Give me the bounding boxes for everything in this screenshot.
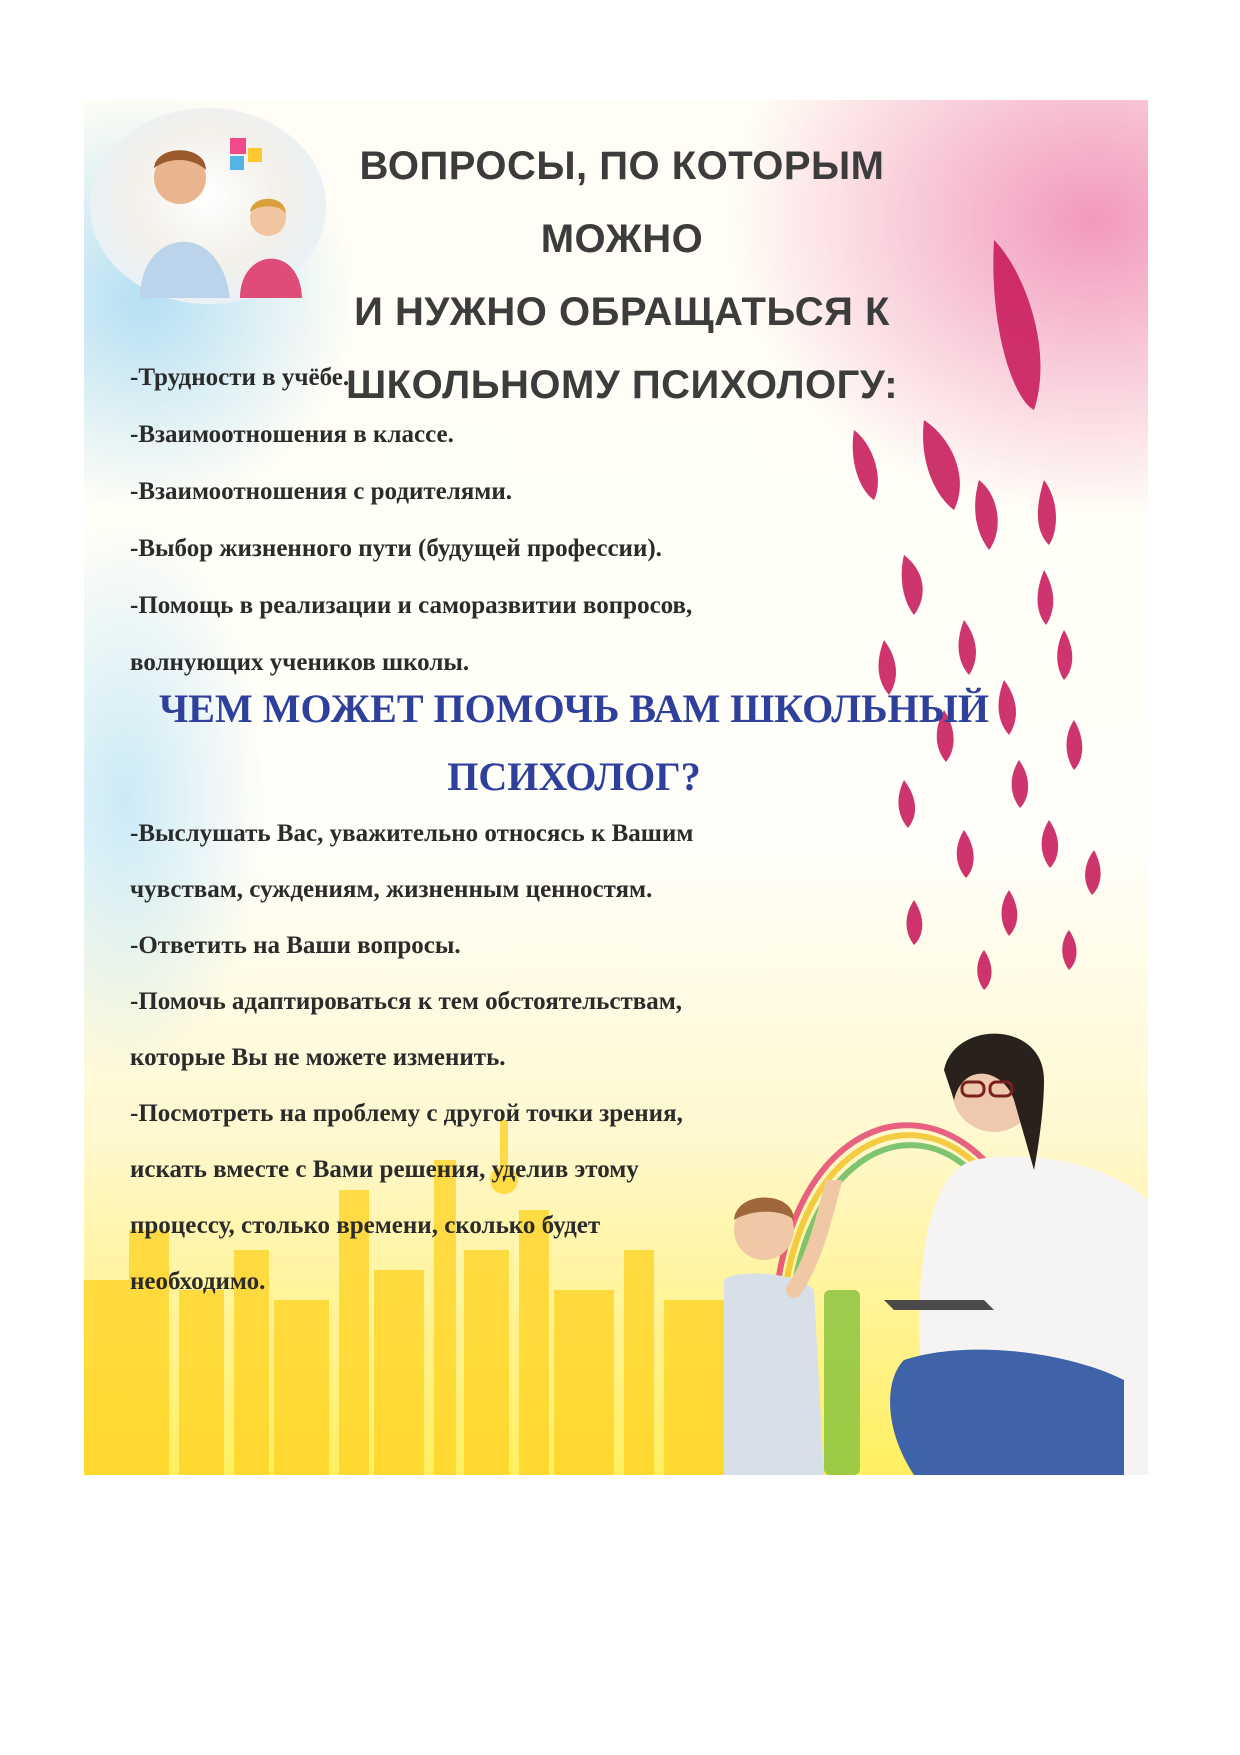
list-item: необходимо. <box>130 1268 266 1295</box>
list-item: -Посмотреть на проблему с другой точки зрения, <box>130 1100 683 1127</box>
subtitle-line-2: ПСИХОЛОГ? <box>447 754 701 799</box>
list-item: чувствам, суждениям, жизненным ценностям. <box>130 876 653 903</box>
list-item: -Взаимоотношения с родителями. <box>130 478 512 505</box>
subtitle <box>144 675 1004 811</box>
list-item: -Выслушать Вас, уважительно относясь к Вашим <box>130 820 694 847</box>
list-item: -Выбор жизненного пути (будущей профессии). <box>130 535 662 562</box>
list-item: -Помощь в реализации и саморазвитии вопросов, <box>130 592 693 619</box>
help-list <box>130 814 693 1318</box>
questions-list <box>130 358 692 700</box>
list-item: которые Вы не можете изменить. <box>130 1044 506 1071</box>
psychologist-illustration <box>844 1000 1148 1475</box>
list-item: -Помочь адаптироваться к тем обстоятельствам, <box>130 988 683 1015</box>
child-illustration <box>724 1180 864 1475</box>
list-item: искать вместе с Вами решения, уделив этому <box>130 1156 639 1183</box>
list-item: -Взаимоотношения в классе. <box>130 421 454 448</box>
title-line-2: И НУЖНО ОБРАЩАТЬСЯ К <box>354 290 890 334</box>
title-line-1: ВОПРОСЫ, ПО КОТОРЫМ МОЖНО <box>359 144 885 261</box>
list-item: -Трудности в учёбе. <box>130 364 350 391</box>
list-item: процессу, столько времени, сколько будет <box>130 1212 601 1239</box>
title-line-3: ШКОЛЬНОМУ ПСИХОЛОГУ: <box>345 363 899 407</box>
poster <box>84 100 1148 1475</box>
photo-psychologist-child <box>90 108 326 304</box>
list-item: волнующих учеников школы. <box>130 649 470 676</box>
list-item: -Ответить на Ваши вопросы. <box>130 932 461 959</box>
subtitle-line-1: ЧЕМ МОЖЕТ ПОМОЧЬ ВАМ ШКОЛЬНЫЙ <box>158 686 990 731</box>
